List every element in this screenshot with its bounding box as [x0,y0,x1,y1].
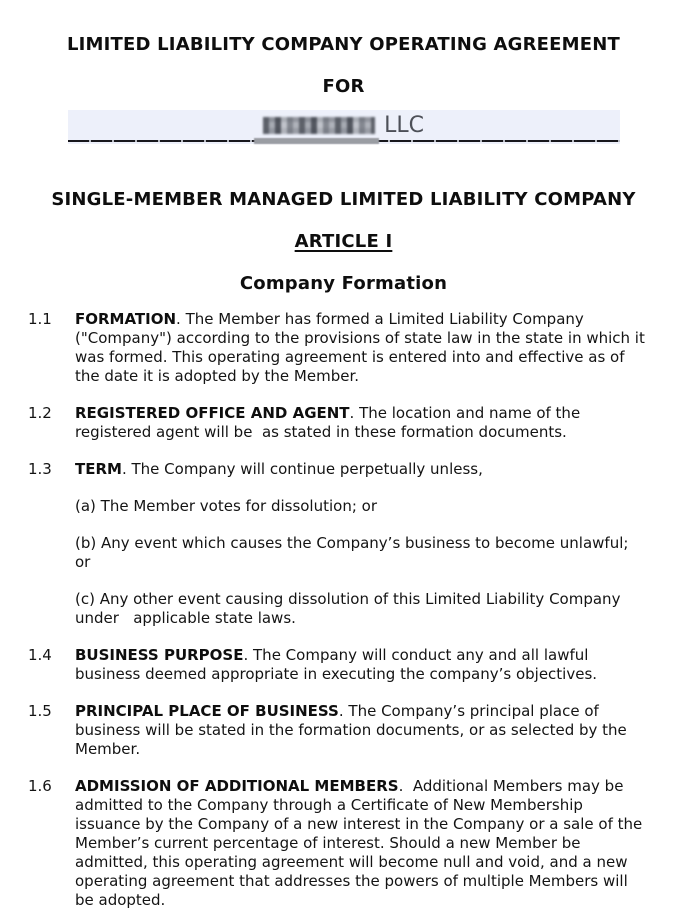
company-suffix: LLC [384,113,424,138]
section-text: . The Company’s principal place of business will be stated in the formation documents, or as selected by the Member. [75,702,632,758]
section-number: 1.2 [28,404,52,422]
section-paragraph [75,777,648,910]
section-subitem-a: (a) The Member votes for dissolution; or [75,497,378,515]
section-paragraph [75,460,645,479]
section-label: ADMISSION OF ADDITIONAL MEMBERS [75,777,399,795]
section-number: 1.4 [28,646,52,664]
redaction-shadow [254,138,379,144]
for-label: FOR [322,76,365,97]
document-subtitle: SINGLE-MEMBER MANAGED LIMITED LIABILITY COMPANY [51,189,636,210]
section-body [75,646,645,684]
section-text: . The Company will conduct any and all lawful business deemed appropriate in executing the company’s objectives. [75,646,598,683]
section-label: TERM [75,460,122,478]
company-name-field[interactable] [68,110,620,144]
section-text: . The Company will continue perpetually unless, [121,460,483,478]
redacted-company-name [263,117,375,134]
article-subheading: Company Formation [239,273,448,294]
section-paragraph [75,404,645,442]
section-1-1 [28,310,650,386]
section-body [75,310,650,386]
section-1-6 [28,777,648,910]
section-1-5 [28,702,645,759]
section-1-3 [28,460,645,628]
section-1-4 [28,646,645,684]
section-text: . The location and name of the registered agent will be as stated in these formation documents. [75,404,585,441]
section-label: BUSINESS PURPOSE [75,646,244,664]
section-1-2 [28,404,645,442]
section-number: 1.3 [28,460,52,478]
section-label: PRINCIPAL PLACE OF BUSINESS [75,702,339,720]
section-label: FORMATION [75,310,177,328]
section-paragraph [75,702,645,759]
section-subitem-c: (c) Any other event causing dissolution of this Limited Liability Company under applicable state laws. [75,590,626,627]
article-heading: ARTICLE I [294,231,393,252]
section-paragraph [75,646,645,684]
section-body [75,702,645,759]
section-number: 1.1 [28,310,52,328]
section-body [75,404,645,442]
section-number: 1.6 [28,777,52,795]
section-body [75,777,648,910]
section-body [75,460,645,628]
section-paragraph [75,310,650,386]
section-subitem-b: (b) Any event which causes the Company’s business to become unlawful; or [75,534,634,571]
section-number: 1.5 [28,702,52,720]
company-name-line [68,111,620,141]
document-title: LIMITED LIABILITY COMPANY OPERATING AGREEMENT [66,34,621,55]
section-label: REGISTERED OFFICE AND AGENT [75,404,350,422]
sections-container [0,310,687,910]
section-text: . The Member has formed a Limited Liability Company ("Company") according to the provisions of state law in the state in which it was formed. This operating agreement is entered into and effective as of the date it is adopted by the Member. [75,310,650,385]
section-text: . Additional Members may be admitted to the Company through a Certificate of New Membership issuance by the Company of a new interest in the Company or a sale of the Member’s current percentage of interest. Should a new Member be admitted, this operating agreement will become null and void, and a new operating agreement that addresses the powers of multiple Members will be adopted. [75,777,648,909]
